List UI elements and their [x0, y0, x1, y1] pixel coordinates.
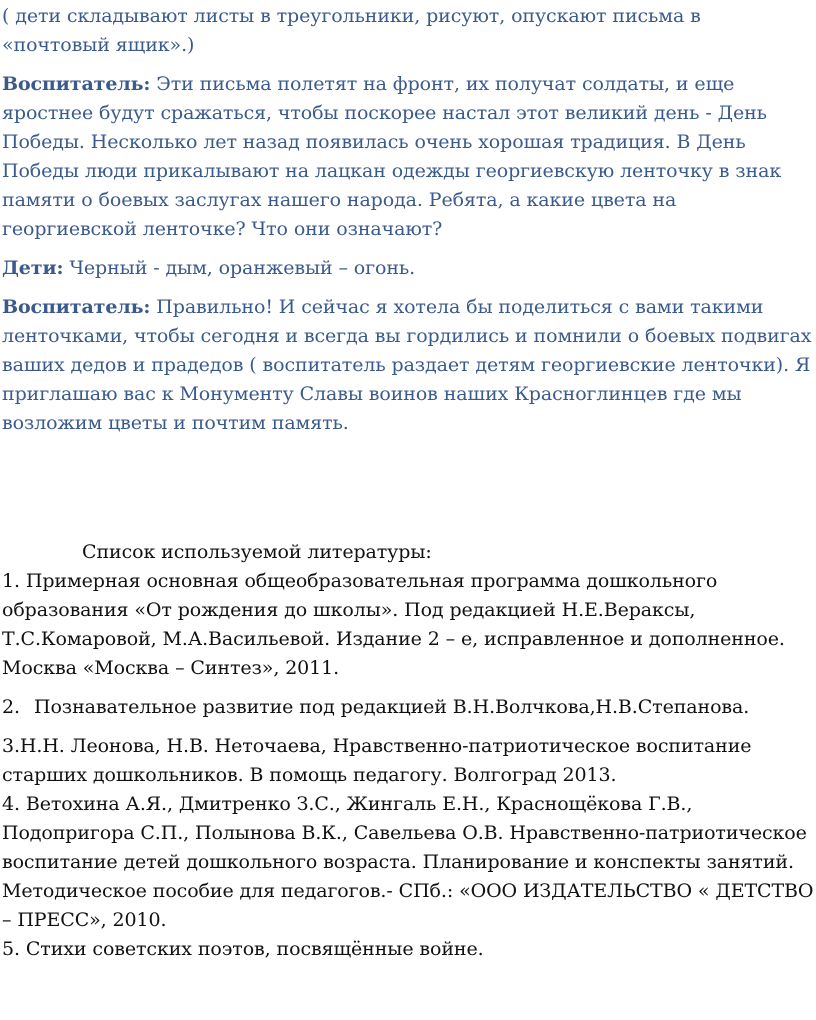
literature-item-text: Познавательное развитие под редакцией В.Н.Волчкова,Н.В.Степанова. — [34, 696, 750, 718]
speaker-label: Воспитатель: — [2, 73, 151, 95]
literature-item-5: 5. Стихи советских поэтов, посвящённые войне. — [2, 938, 484, 960]
speaker-label: Воспитатель: — [2, 296, 151, 318]
scenario-intro: ( дети складывают листы в треугольники, рисуют, опускают письма в «почтовый ящик».) — [2, 5, 701, 56]
literature-title: Список используемой литературы: — [82, 541, 432, 563]
speaker-label: Дети: — [2, 257, 64, 279]
literature-item-4: 4. Ветохина А.Я., Дмитренко З.С., Жингаль Е.Н., Краснощёкова Г.В., Подопригора С.П., Полынова В.К., Савельева О.В. Нравственно-патриотическое воспитание детей дошкольного возраста. Планирование и конспекты занятий. Методическое пособие для педагогов.- СПб.: «ООО ИЗДАТЕЛЬСТВО « ДЕТСТВО – ПРЕСС», 2010. — [2, 793, 814, 931]
dialogue-line-children — [2, 254, 812, 283]
literature-item-2 — [2, 693, 814, 722]
dialogue-line-teacher-1 — [2, 70, 812, 244]
dialogue-text: Эти письма полетят на фронт, их получат солдаты, и еще яростнее будут сражаться, чтобы поскорее настал этот великий день - День Победы. Несколько лет назад появилась очень хорошая традиция. В День Победы люди прикалывают на лацкан одежды георгиевскую ленточку в знак памяти о боевых заслугах нашего народа. Ребята, а какие цвета на георгиевской ленточке? Что они означают? — [2, 73, 782, 240]
dialogue-text: Правильно! И сейчас я хотела бы поделиться с вами такими ленточками, чтобы сегодня и всегда вы гордились и помнили о боевых подвигах ваших дедов и прадедов ( воспитатель раздает детям георгиевские ленточки). Я приглашаю вас к Монументу Славы воинов наших Красноглинцев где мы возложим цветы и почтим память. — [2, 296, 812, 434]
literature-item-3: 3.Н.Н. Леонова, Н.В. Неточаева, Нравственно-патриотическое воспитание старших дошкольников. В помощь педагогу. Волгоград 2013. — [2, 735, 752, 786]
literature-item-number: 2. — [2, 696, 20, 718]
dialogue-text: Черный - дым, оранжевый – огонь. — [63, 257, 416, 279]
dialogue-line-teacher-2 — [2, 293, 812, 438]
literature-section — [2, 538, 814, 964]
literature-item-1: 1. Примерная основная общеобразовательная программа дошкольного образования «От рождения до школы». Под редакцией Н.Е.Вераксы, Т.С.Комаровой, М.А.Васильевой. Издание 2 – е, исправленное и дополненное. Москва «Москва – Синтез», 2011. — [2, 570, 785, 679]
